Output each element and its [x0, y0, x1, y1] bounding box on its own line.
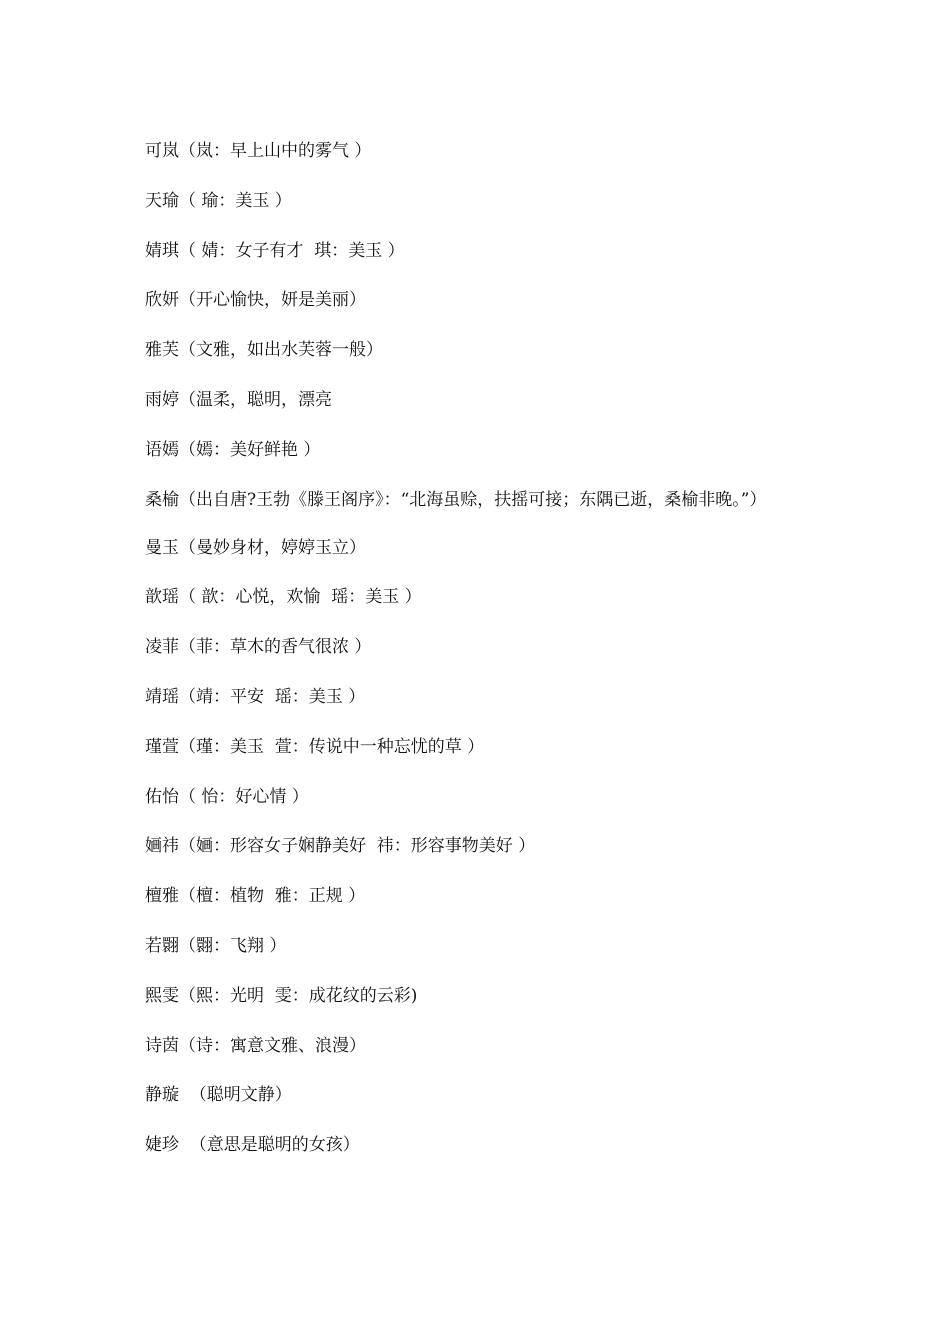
- list-item: 若翾（翾：飞翔 ）: [145, 935, 287, 956]
- list-item: 曼玉（曼妙身材，婷婷玉立）: [145, 537, 366, 558]
- list-item: 天瑜（ 瑜：美玉 ）: [145, 190, 292, 211]
- list-item: 凌菲（菲：草木的香气很浓 ）: [145, 637, 372, 658]
- list-item: 歆瑶（ 歆：心悦，欢愉 瑶：美玉 ）: [145, 587, 422, 608]
- list-item: 靖瑶（靖：平安 瑶：美玉 ）: [145, 686, 366, 707]
- list-item: 瑾萱（瑾：美玉 萱：传说中一种忘忧的草 ）: [145, 736, 485, 757]
- list-item: 桑榆（出自唐?王勃《滕王阁序》：“北海虽赊，扶摇可接；东隅已逝，桑榆非晚。”）: [145, 489, 767, 510]
- list-item: 静璇 （聪明文静）: [145, 1085, 292, 1106]
- list-item: 欣妍（开心愉快，妍是美丽）: [145, 290, 366, 311]
- list-item: 熙雯（熙：光明 雯：成花纹的云彩): [145, 985, 418, 1006]
- list-item: 诗茵（诗：寓意文雅、浪漫）: [145, 1035, 366, 1056]
- list-item: 婧琪（ 婧：女子有才 琪：美玉 ）: [145, 240, 405, 261]
- list-item: 檀雅（檀：植物 雅：正规 ）: [145, 886, 366, 907]
- name-list: [145, 139, 815, 1183]
- list-item: 语嫣（嫣：美好鲜艳 ）: [145, 439, 321, 460]
- list-item: 雅芙（文雅，如出水芙蓉一般）: [145, 340, 383, 361]
- list-item: 婳祎（婳：形容女子娴静美好 祎：形容事物美好 ）: [145, 836, 536, 857]
- list-item: 雨婷（温柔，聪明，漂亮: [145, 389, 332, 410]
- list-item: 婕珍 （意思是聪明的女孩）: [145, 1135, 360, 1156]
- list-item: 可岚（岚：早上山中的雾气 ）: [145, 141, 372, 161]
- list-item: 佑怡（ 怡：好心情 ）: [145, 786, 309, 807]
